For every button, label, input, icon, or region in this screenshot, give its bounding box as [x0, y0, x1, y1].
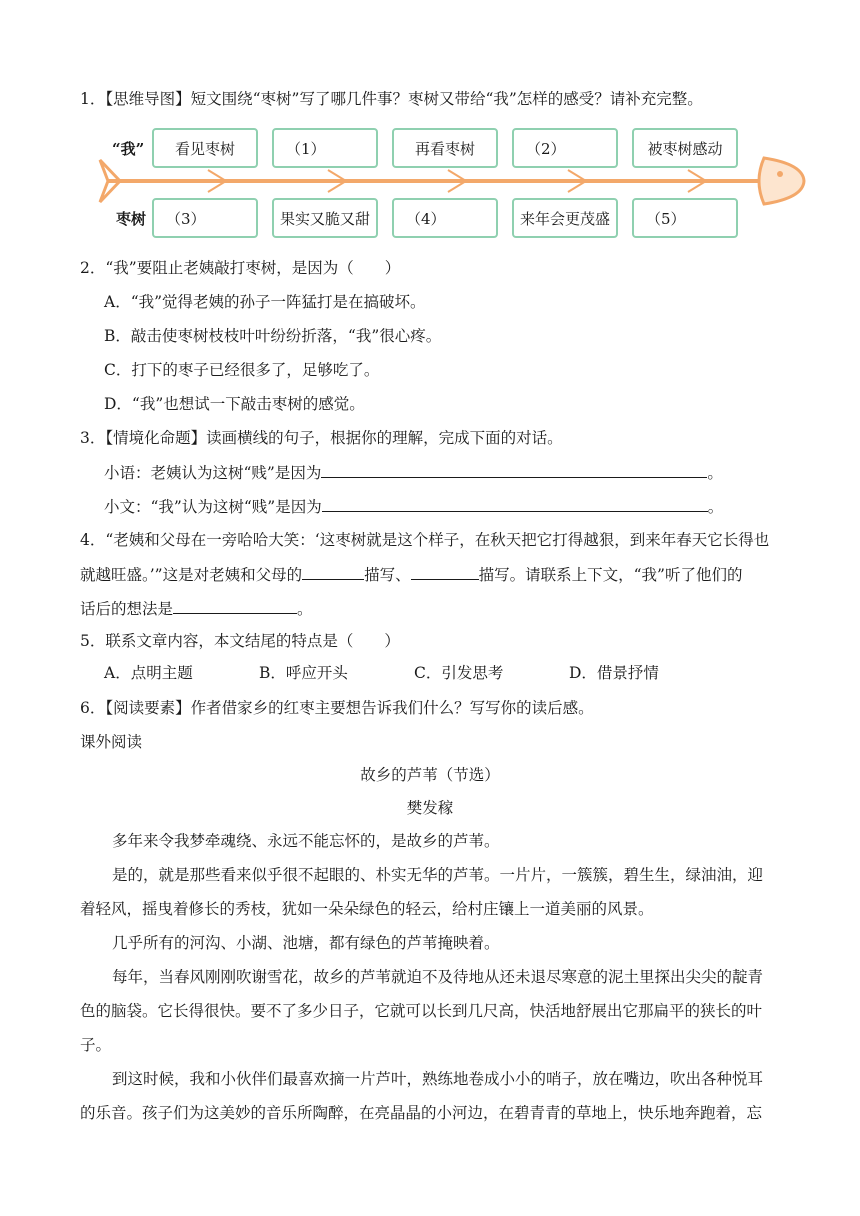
q2-option-a: A．“我”觉得老姨的孙子一阵猛打是在搞破坏。 — [104, 293, 426, 311]
article-paragraph-line: 的乐音。孩子们为这美妙的音乐所陶醉，在亮晶晶的小河边，在碧青青的草地上，快乐地奔跑着，忘 — [80, 1104, 763, 1122]
q5-option-c: C．引发思考 — [414, 664, 504, 682]
answer-blank[interactable] — [302, 563, 364, 580]
article-paragraph-line: 多年来令我梦牵魂绕、永远不能忘怀的，是故乡的芦苇。 — [112, 832, 500, 850]
box-top-4: （2） — [512, 128, 618, 168]
question-4-line-1: 4．“老姨和父母在一旁哈哈大笑：‘这枣树就是这个样子，在秋天把它打得越狠，到来年春天它长得也 — [80, 531, 770, 549]
q5-options — [104, 662, 724, 684]
article-paragraph-line: 着轻风，摇曳着修长的秀枝，犹如一朵朵绿色的轻云，给村庄镶上一道美丽的风景。 — [80, 900, 654, 918]
box-top-5: 被枣树感动 — [632, 128, 738, 168]
answer-blank[interactable] — [173, 597, 297, 614]
row-label-tree: 枣树 — [116, 210, 147, 228]
box-bottom-5: （5） — [632, 198, 738, 238]
article-paragraph-line: 子。 — [80, 1036, 112, 1054]
question-6: 6．【阅读要素】作者借家乡的红枣主要想告诉我们什么？写写你的读后感。 — [80, 699, 594, 717]
question-1: 1．【思维导图】短文围绕“枣树”写了哪几件事？枣树又带给“我”怎样的感受？请补充完整。 — [80, 90, 703, 108]
q2-option-c: C．打下的枣子已经很多了，足够吃了。 — [104, 361, 380, 379]
section-heading: 课外阅读 — [80, 733, 143, 751]
question-4-line-3: 话后的想法是 。 — [80, 597, 313, 620]
article-paragraph-line: 是的，就是那些看来似乎很不起眼的、朴实无华的芦苇。一片片，一簇簇，碧生生，绿油油，迎 — [112, 866, 764, 884]
q5-option-d: D．借景抒情 — [569, 664, 659, 682]
article-paragraph-line: 到这时候，我和小伙伴们最喜欢摘一片芦叶，熟练地卷成小小的哨子，放在嘴边，吹出各种悦耳 — [112, 1070, 764, 1088]
answer-blank[interactable] — [411, 563, 479, 580]
q3-dialog-2: 小文：“我”认为这树“贱”是因为 。 — [104, 495, 723, 518]
q2-option-b: B．敲击使枣树枝枝叶叶纷纷折落，“我”很心疼。 — [104, 327, 442, 345]
row-label-me: “我” — [112, 140, 145, 158]
article-title: 故乡的芦苇（节选） — [360, 766, 500, 784]
answer-blank[interactable] — [321, 461, 707, 478]
box-bottom-1: （3） — [152, 198, 258, 238]
question-3: 3．【情境化命题】读画横线的句子，根据你的理解，完成下面的对话。 — [80, 429, 563, 447]
answer-blank[interactable] — [322, 495, 708, 512]
q3-dialog-1: 小语：老姨认为这树“贱”是因为 。 — [104, 461, 723, 484]
question-4-line-2: 就越旺盛。’”这是对老姨和父母的 描写、 描写。请联系上下文，“我”听了他们的 — [80, 563, 742, 586]
fish-head-icon — [759, 158, 804, 204]
box-bottom-2: 果实又脆又甜 — [272, 198, 378, 238]
box-top-3: 再看枣树 — [392, 128, 498, 168]
box-bottom-4: 来年会更茂盛 — [512, 198, 618, 238]
question-5: 5．联系文章内容，本文结尾的特点是（ ） — [80, 632, 400, 650]
q5-option-a: A．点明主题 — [104, 664, 193, 682]
article-paragraph-line: 每年，当春风刚刚吹谢雪花，故乡的芦苇就迫不及待地从还未退尽寒意的泥土里探出尖尖的靛青 — [112, 968, 764, 986]
fishbone-diagram — [98, 122, 808, 248]
article-paragraph-line: 几乎所有的河沟、小湖、池塘，都有绿色的芦苇掩映着。 — [112, 934, 500, 952]
q2-option-d: D．“我”也想试一下敲击枣树的感觉。 — [104, 395, 365, 413]
box-bottom-3: （4） — [392, 198, 498, 238]
fish-eye-icon — [777, 171, 783, 177]
box-top-1: 看见枣树 — [152, 128, 258, 168]
question-2: 2．“我”要阻止老姨敲打枣树，是因为（ ） — [80, 259, 401, 277]
article-author: 樊发稼 — [406, 799, 454, 817]
q5-option-b: B．呼应开头 — [259, 664, 348, 682]
article-paragraph-line: 色的脑袋。它长得很快。要不了多少日子，它就可以长到几尺高，快活地舒展出它那扁平的狭长的叶 — [80, 1002, 763, 1020]
box-top-2: （1） — [272, 128, 378, 168]
